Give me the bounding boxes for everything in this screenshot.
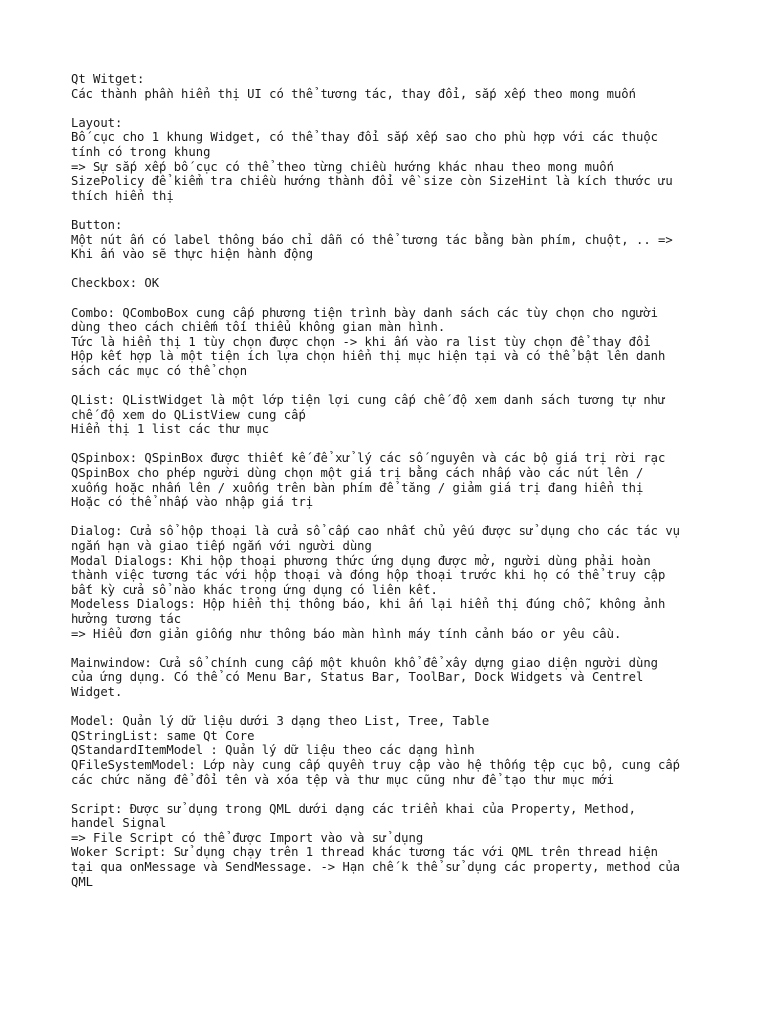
text-line: Hoặc có thể nhấp vào nhập giá trị <box>71 495 314 510</box>
text-line: QStandardItemModel : Quản lý dữ liệu theo các dạng hình <box>71 743 475 758</box>
text-line: QSpinbox: QSpinBox được thiết kế để xử lý các số nguyên và các bộ giá trị rời rạc <box>71 451 666 466</box>
text-line: Mainwindow: Cửa sổ chính cung cấp một khuôn khổ để xây dựng giao diện người dùng <box>71 655 658 670</box>
text-line: tại qua onMessage và SendMessage. -> Hạn chế k thể sử dụng các property, method của <box>71 860 681 875</box>
text-line: bất kỳ cửa sổ nào khác trong ứng dụng có liên kết. <box>71 582 438 597</box>
text-line: hưởng tương tác <box>71 611 182 626</box>
text-line: Layout: <box>71 115 123 130</box>
text-line: Combo: QComboBox cung cấp phương tiện trình bày danh sách các tùy chọn cho người <box>71 305 658 320</box>
text-line: Checkbox: OK <box>71 276 160 291</box>
paragraph-combo <box>71 306 701 379</box>
text-line: handel Signal <box>71 816 167 831</box>
text-line: Các thành phần hiển thị UI có thể tương tác, thay đổi, sắp xếp theo mong muốn <box>71 86 636 101</box>
text-line: dùng theo cách chiếm tối thiểu không gian màn hình. <box>71 320 446 335</box>
text-line: ngắn hạn và giao tiếp ngắn với người dùng <box>71 539 372 553</box>
text-line: Một nút ấn có label thông báo chỉ dẫn có thể tương tác bằng bàn phím, chuột, .. => <box>71 232 673 247</box>
text-line: QSpinBox cho phép người dùng chọn một giá trị bằng cách nhấp vào các nút lên / <box>71 466 644 481</box>
paragraph-mainwindow <box>71 656 701 700</box>
text-line: => File Script có thể được Import vào và sử dụng <box>71 830 424 845</box>
paragraph-button <box>71 218 701 262</box>
text-line: chế độ xem do QListView cung cấp <box>71 407 306 422</box>
text-line: => Hiểu đơn giản giống như thông báo màn hình máy tính cảnh báo or yêu cầu. <box>71 626 622 641</box>
paragraph-qspinbox <box>71 451 701 509</box>
paragraph-qt-widget <box>71 72 701 101</box>
paragraph-layout <box>71 116 701 204</box>
text-line: SizePolicy để kiểm tra chiều hướng thành đổi về size còn SizeHint là kích thước ưu <box>71 174 673 189</box>
text-line: sách các mục có thể chọn <box>71 363 248 378</box>
text-line: QStringList: same Qt Core <box>71 728 255 743</box>
paragraph-dialog <box>71 524 701 641</box>
text-line: Dialog: Cửa sổ hộp thoại là cửa sổ cấp cao nhất chủ yếu được sử dụng cho các tác vụ <box>71 524 681 539</box>
text-line: QFileSystemModel: Lớp này cung cấp quyền truy cập vào hệ thống tệp cục bộ, cung cấp <box>71 757 681 772</box>
text-line: Modeless Dialogs: Hộp hiển thị thông báo, khi ấn lại hiển thị đúng chỗ, không ảnh <box>71 597 666 612</box>
text-line: Bố cục cho 1 khung Widget, có thể thay đổi sắp xếp sao cho phù hợp với các thuộc <box>71 130 658 145</box>
text-line: Qt Witget: <box>71 72 145 86</box>
text-line: Widget. <box>71 684 123 699</box>
paragraph-checkbox <box>71 276 701 291</box>
text-line: thành việc tương tác với hộp thoại và đóng hộp thoại trước khi họ có thể truy cập <box>71 568 666 583</box>
text-line: Khi ấn vào sẽ thực hiện hành động <box>71 247 314 262</box>
text-line: Woker Script: Sử dụng chạy trên 1 thread khác tương tác với QML trên thread hiện <box>71 845 658 860</box>
text-line: Button: <box>71 217 123 232</box>
text-line: Model: Quản lý dữ liệu dưới 3 dạng theo List, Tree, Table <box>71 714 490 729</box>
text-line: Tức là hiển thị 1 tùy chọn được chọn -> khi ấn vào ra list tùy chọn để thay đổi <box>71 334 651 349</box>
paragraph-qlist <box>71 393 701 437</box>
text-line: Hộp kết hợp là một tiện ích lựa chọn hiển thị mục hiện tại và có thể bật lên danh <box>71 349 666 364</box>
text-line: Script: Được sử dụng trong QML dưới dạng các triển khai của Property, Method, <box>71 801 636 816</box>
paragraph-model <box>71 714 701 787</box>
text-line: Modal Dialogs: Khi hộp thoại phương thức ứng dụng được mở, người dùng phải hoàn <box>71 553 651 568</box>
text-line: xuống hoặc nhấn lên / xuống trên bàn phím để tăng / giảm giá trị đang hiển thị <box>71 480 644 495</box>
text-line: Hiển thị 1 list các thư mục <box>71 422 270 437</box>
text-line: QML <box>71 874 94 889</box>
text-line: => Sự sắp xếp bố cục có thể theo từng chiều hướng khác nhau theo mong muốn <box>71 159 614 174</box>
text-line: QList: QListWidget là một lớp tiện lợi cung cấp chế độ xem danh sách tương tự như <box>71 393 666 408</box>
paragraph-script <box>71 802 701 890</box>
document-body <box>71 72 701 904</box>
text-line: của ứng dụng. Có thể có Menu Bar, Status Bar, ToolBar, Dock Widgets và Centrel <box>71 670 644 685</box>
text-line: thích hiển thị <box>71 188 174 203</box>
text-line: các chức năng để đổi tên và xóa tệp và thư mục cũng như để tạo thư mục mới <box>71 772 614 787</box>
text-line: tính có trong khung <box>71 144 211 159</box>
